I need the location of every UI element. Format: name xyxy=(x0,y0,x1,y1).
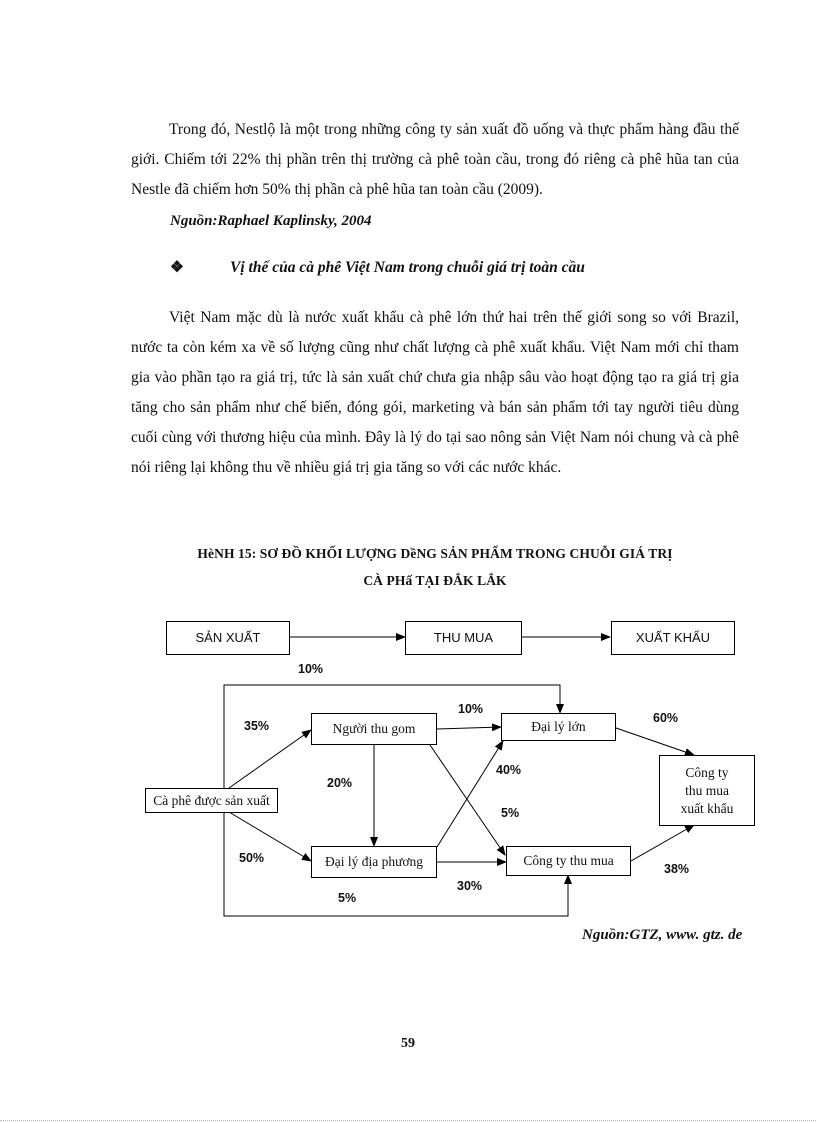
page-number: 59 xyxy=(401,1036,415,1051)
flow-label-bottom-bypass: 5% xyxy=(338,891,357,905)
flow-label-big-to-exporter: 60% xyxy=(653,711,679,725)
flow-label-collector-to-company: 5% xyxy=(501,806,520,820)
node-collector: Người thu gom xyxy=(311,713,437,745)
stage-purchasing: THU MUA xyxy=(405,621,522,655)
section-heading-text: Vị thế của cà phê Việt Nam trong chuỗi giá trị toàn cầu xyxy=(230,259,585,276)
source-kaplinsky: Nguồn:Raphael Kaplinsky, 2004 xyxy=(170,213,372,229)
flow-label-collector-to-local: 20% xyxy=(327,776,353,790)
page-bottom-divider xyxy=(0,1120,816,1121)
exporter-line2: thu mua xyxy=(685,782,729,798)
node-coffee-produced: Cà phê được sản xuất xyxy=(145,788,278,813)
node-big-agent: Đại lý lớn xyxy=(501,713,616,741)
flow-label-to-collector: 35% xyxy=(244,719,270,733)
figure-title-line1: HèNH 15: SƠ ĐỒ KHỐI LƯỢNG DềNG SẢN PHẨM TRONG CHUỖI GIÁ TRỊ xyxy=(197,546,673,561)
figure-title-line2: CÀ PHấ TẠI ĐẮK LẮK xyxy=(363,573,507,588)
flow-label-local-to-big: 40% xyxy=(496,763,522,777)
stage-export: XUẤT KHẨU xyxy=(611,621,735,655)
diamond-bullet-icon: ❖ xyxy=(170,259,184,276)
flow-label-top-bypass: 10% xyxy=(298,662,324,676)
exporter-line3: xuất khẩu xyxy=(680,800,734,816)
node-exporter xyxy=(659,755,755,826)
flow-label-local-to-company: 30% xyxy=(457,879,483,893)
figure-source: Nguồn:GTZ, www. gtz. de xyxy=(582,927,743,943)
flow-label-company-to-exporter: 38% xyxy=(664,862,690,876)
flow-label-to-local: 50% xyxy=(239,851,265,865)
node-buying-company: Công ty thu mua xyxy=(506,846,631,876)
stage-production: SẢN XUẤT xyxy=(166,621,290,655)
paragraph-nestle: Trong đó, Nestlộ là một trong những công ty sản xuất đồ uống và thực phẩm hàng đầu thế giới. Chiếm tới 22% thị phần trên thị trường cà phê toàn cầu, trong đó riêng cà phê hũa tan của Nestle đã chiếm hơn 50% thị phần cà phê hũa tan toàn cầu (2009). xyxy=(131,121,739,198)
node-local-agent: Đại lý địa phương xyxy=(311,846,437,878)
paragraph-vietnam: Việt Nam mặc dù là nước xuất khẩu cà phê lớn thứ hai trên thế giới song so với Brazil, nước ta còn kém xa về số lượng cũng như chất lượng cà phê xuất khẩu. Việt Nam mới chỉ tham gia vào phần tạo ra giá trị, tức là sản xuất chứ chưa gia nhập sâu vào hoạt động tạo ra giá trị gia tăng cho sản phẩm như chế biến, đóng gói, marketing và bán sản phẩm tới tay người tiêu dùng cuối cùng với thương hiệu của mình. Đây là lý do tại sao nông sản Việt Nam nói chung và cà phê nói riêng lại không thu về nhiều giá trị gia tăng so với các nước khác. xyxy=(131,309,739,476)
exporter-line1: Công ty xyxy=(685,764,729,780)
flow-label-collector-to-big: 10% xyxy=(458,702,484,716)
